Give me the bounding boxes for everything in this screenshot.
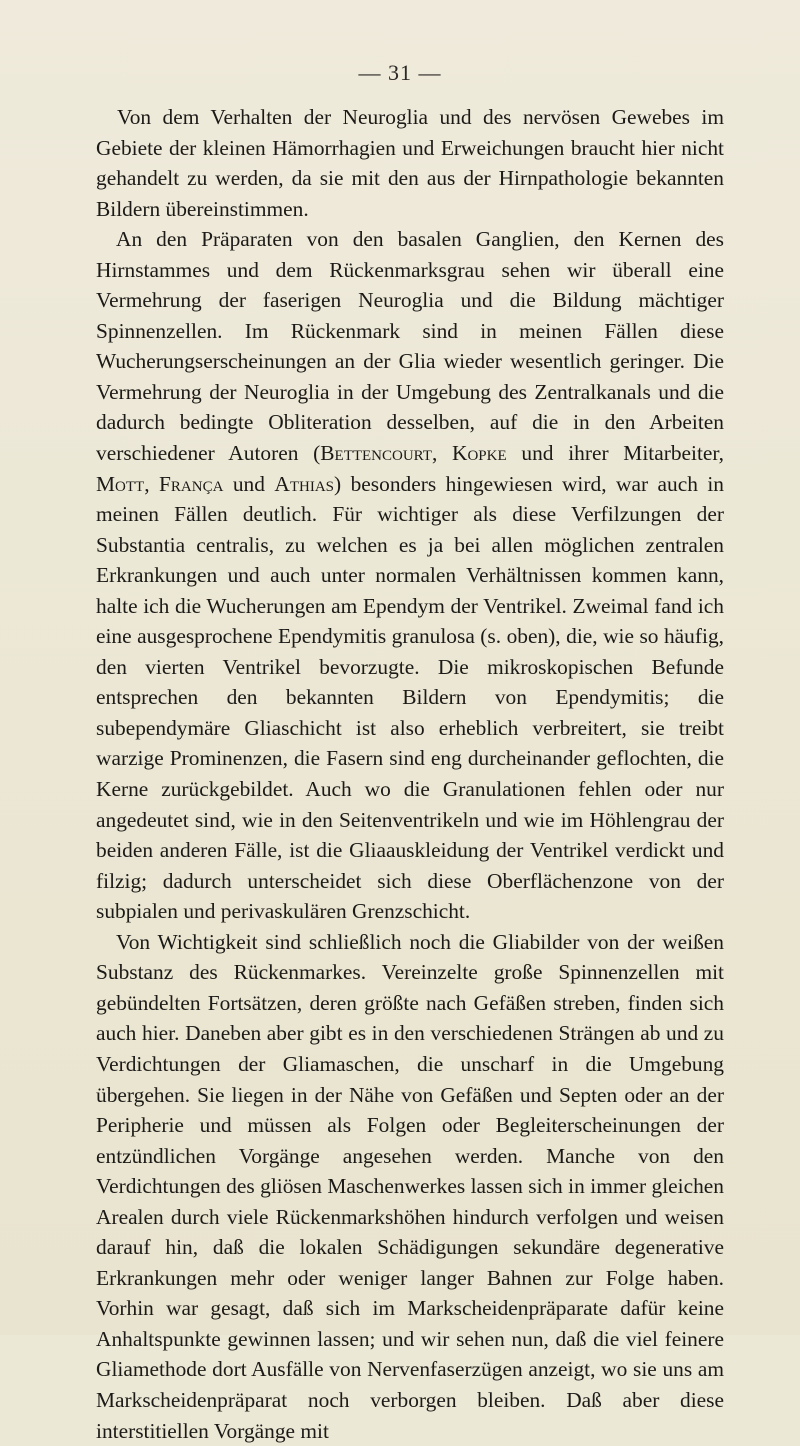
text-run: Von Wichtigkeit sind schließlich noch die Gliabilder von der weißen Substanz des Rückenmarkes. Vereinzelte große Spinnenzellen mit gebündelten Fortsätzen, deren größte nach Gefäßen streben, finden sich auch hier. Daneben aber gibt es in den verschiedenen Strängen ab und zu Verdichtungen der Gliamaschen, die unscharf in die Umgebung übergehen. Sie liegen in der Nähe von Gefäßen und Septen oder an der Peripherie und müssen als Folgen oder Begleiterscheinungen der entzündlichen Vorgänge angesehen werden. Manche von den Verdichtungen des gliösen Maschenwerkes lassen sich in immer gleichen Arealen durch viele Rückenmarkshöhen hindurch verfolgen und weisen darauf hin, daß die lokalen Schädigungen sekundäre degenerative Erkrankungen mehr oder weniger langer Bahnen zur Folge haben. Vorhin war gesagt, daß sich im Markscheidenpräparate dafür keine Anhaltspunkte gewinnen lassen; und wir sehen nun, daß die viel feinere Gliamethode dort Ausfälle von Nervenfaserzügen anzeigt, wo sie uns am Markscheidenpräparat noch verborgen bleiben. Daß aber diese interstitiellen Vorgänge mit (96, 929, 724, 1443)
author-name: Bettencourt (320, 441, 432, 466)
text-run: und (223, 471, 275, 496)
paragraph-1 (96, 102, 724, 224)
text-run: , (144, 471, 159, 496)
text-run: , (431, 441, 453, 466)
author-name: França (159, 471, 224, 496)
text-run: ) besonders hingewiesen wird, war auch in meinen Fällen deutlich. Für wichtiger als diese Verfilzungen der Substantia centralis, zu welchen es ja bei allen möglichen zentralen Erkrankungen und auch unter normalen Verhältnissen kommen kann, halte ich die Wucherungen am Ependym der Ventrikel. Zweimal fand ich eine ausgesprochene Ependymitis granulosa (s. oben), die, wie so häufig, den vierten Ventrikel bevorzugte. Die mikroskopischen Befunde entsprechen den bekannten Bildern von Ependymitis; die subependymäre Gliaschicht ist also erheblich verbreitert, sie treibt warzige Prominenzen, die Fasern sind eng durcheinander geflochten, die Kerne zurückgebildet. Auch wo die Granulationen fehlen oder nur angedeutet sind, wie in den Seitenventrikeln und wie im Höhlengrau der beiden anderen Fälle, ist die Gliaauskleidung der Ventrikel verdickt und filzig; dadurch unterscheidet sich diese Oberflächenzone von der subpialen und perivaskulären Grenzschicht. (96, 471, 724, 924)
paragraph-2 (96, 224, 724, 927)
text-run: Von dem Verhalten der Neuroglia und des nervösen Gewebes im Gebiete der kleinen Hämorrhagien und Erweichungen braucht hier nicht gehandelt zu werden, da sie mit den aus der Hirnpathologie bekannten Bildern übereinstimmen. (96, 105, 724, 221)
body-text (96, 102, 724, 1446)
author-name: Mott (96, 471, 145, 496)
author-name: Athias (274, 471, 335, 496)
page-number: — 31 — (358, 60, 442, 85)
paragraph-3 (96, 927, 724, 1446)
text-run: und ihrer Mitarbeiter, (506, 441, 725, 466)
author-name: Kopke (452, 441, 507, 466)
text-run: An den Präparaten von den basalen Ganglien, den Kernen des Hirnstammes und dem Rückenmarksgrau sehen wir überall eine Vermehrung der faserigen Neuroglia und die Bildung mächtiger Spinnenzellen. Im Rückenmark sind in meinen Fällen diese Wucherungserscheinungen an der Glia wieder wesentlich geringer. Die Vermehrung der Neuroglia in der Umgebung des Zentralkanals und die dadurch bedingte Obliteration desselben, auf die in den Arbeiten verschiedener Autoren ( (96, 227, 724, 466)
